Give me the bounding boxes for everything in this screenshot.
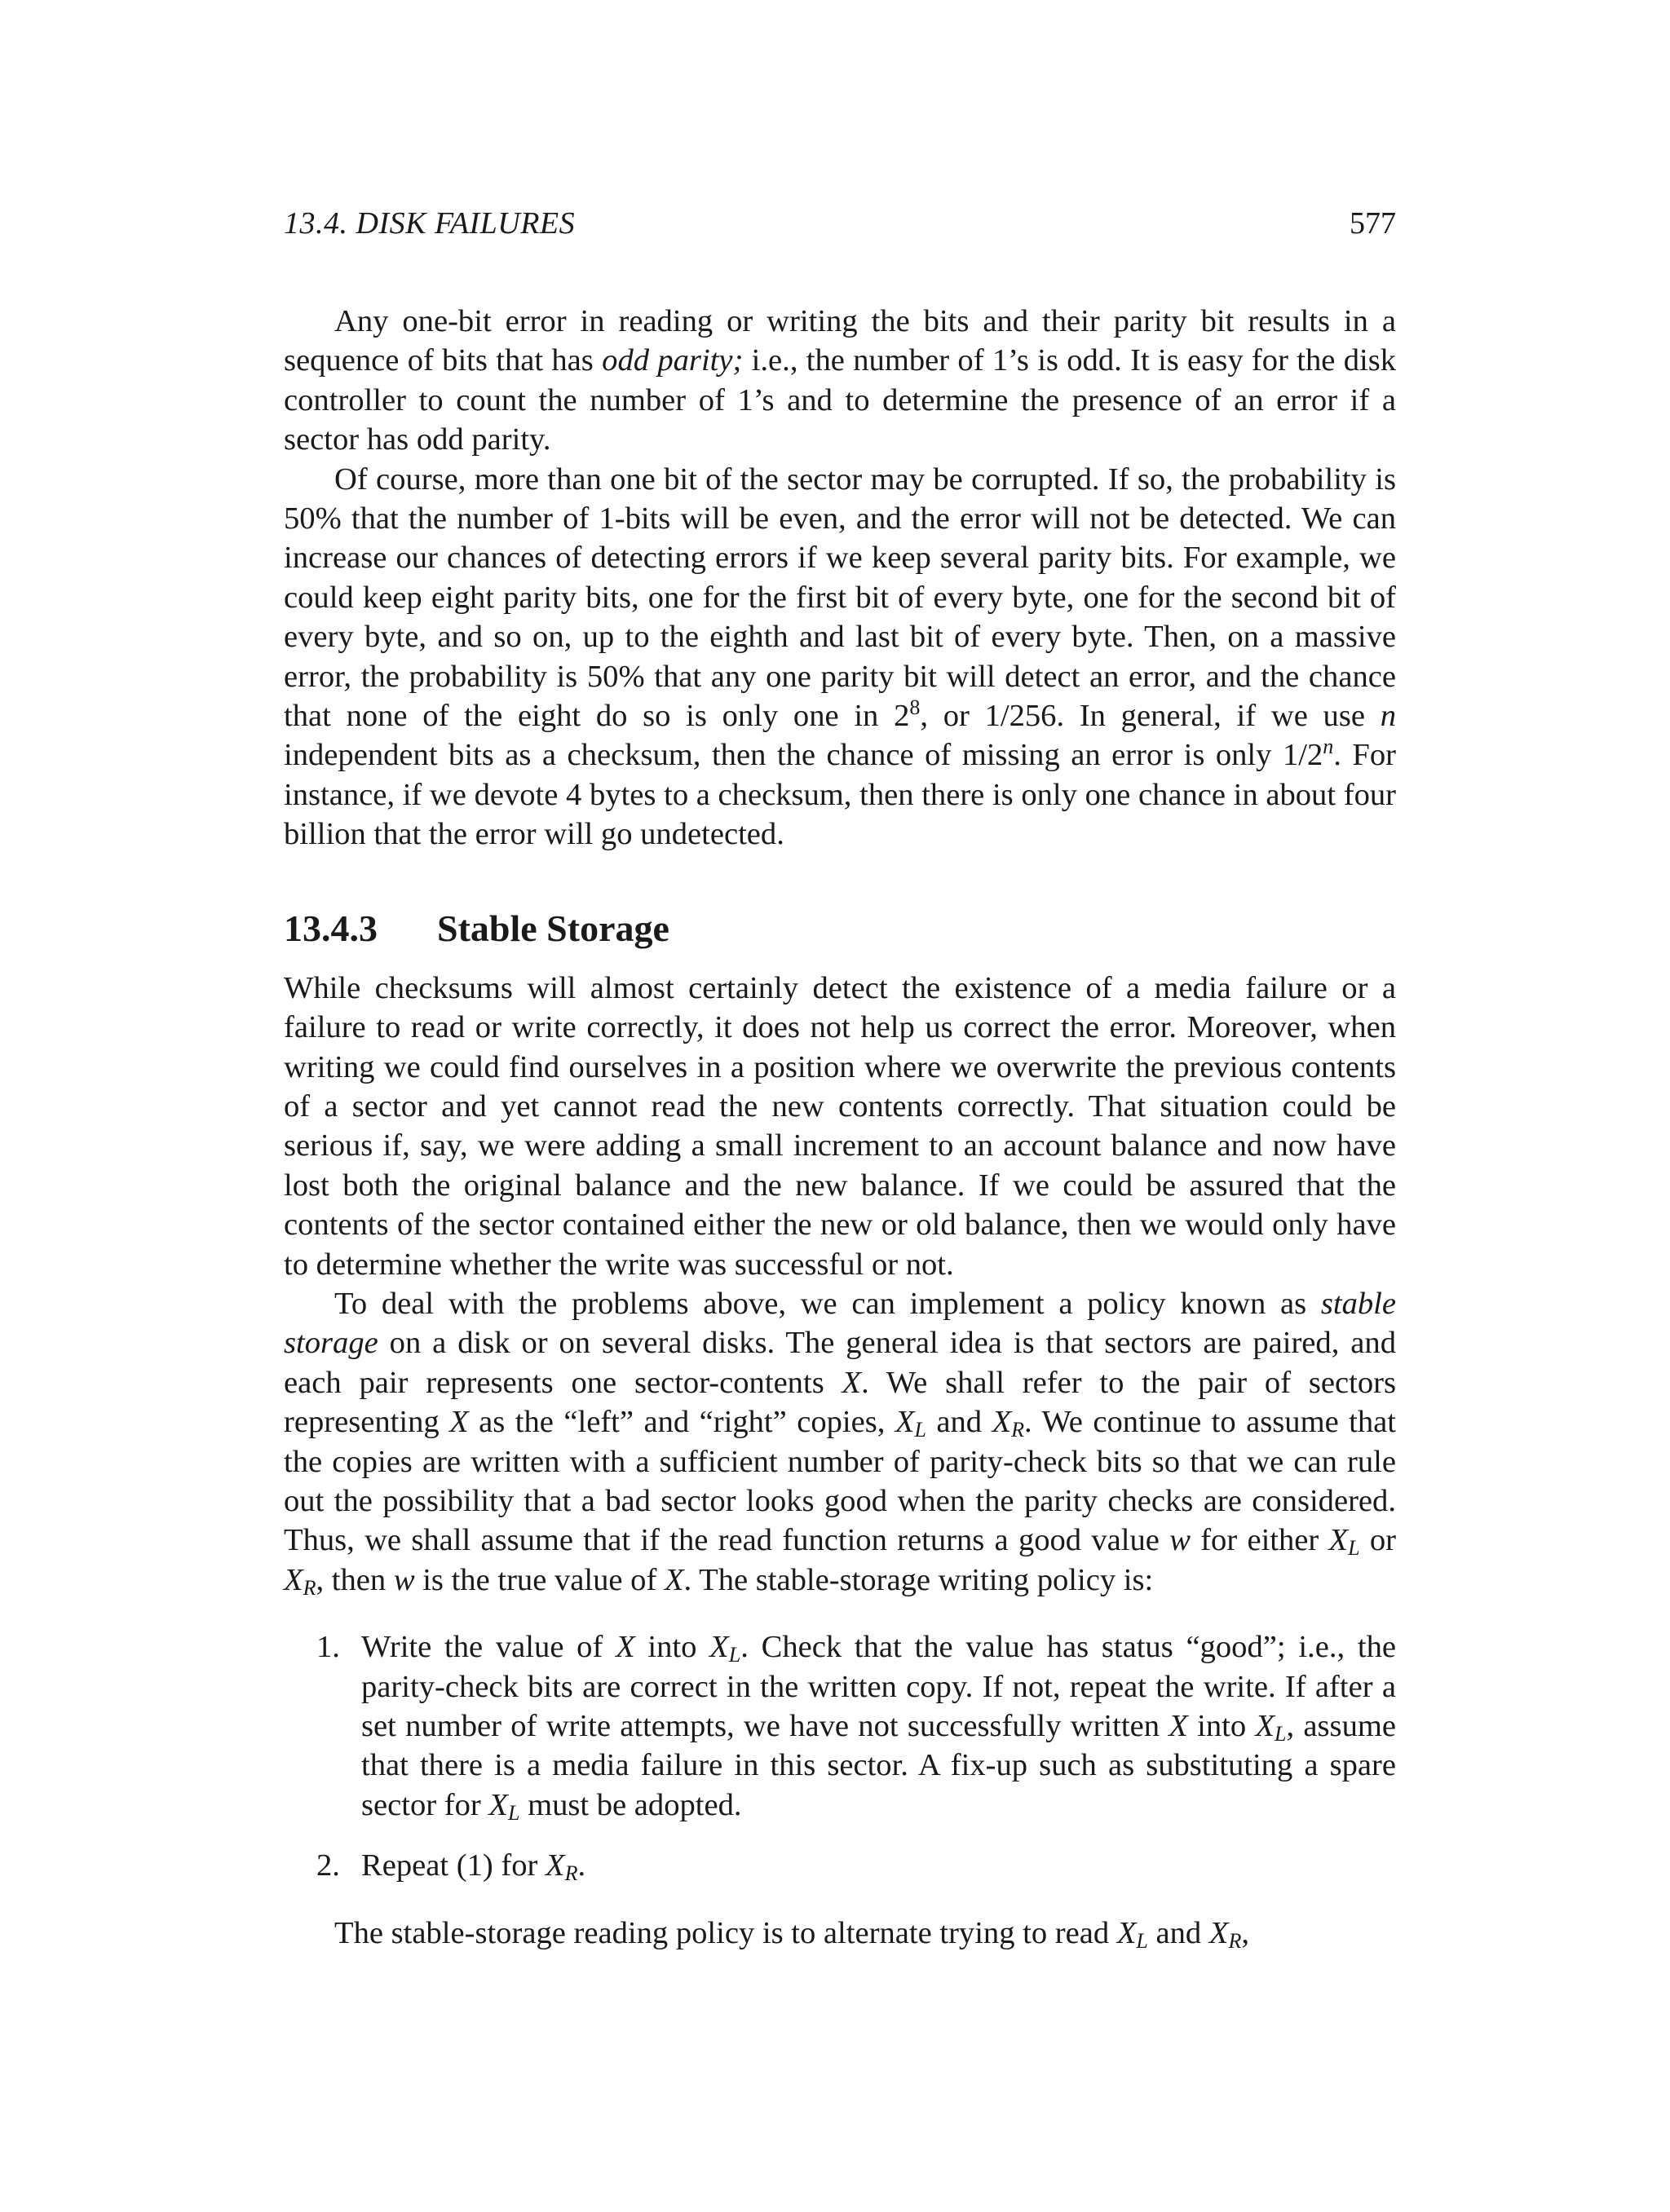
paragraph-multiple-parity-bits: Of course, more than one bit of the sector may be corrupted. If so, the probability is 50% that the number of 1-bits will be even, and the error will not be detected. We can increase our chances of detecting errors if we keep several parity bits. For example, we could keep eight parity bits, one for the first bit of every byte, one for the second bit of every byte, and so on, up to the eighth and last bit of every byte. Then, on a massive error, the probability is 50% that any one parity bit will detect an error, and the chance that none of the eight do so is only one in $2^8$, or 1/256. In general, if we use n independent bits as a checksum, then the chance of missing an error is only 1/2$^n$. For instance, if we devote 4 bytes to a checksum, then there is only one chance in about four billion that the error will go undetected.	[284, 461, 1396, 852]
paragraph-reading-policy: The stable-storage reading policy is to alternate trying to read $X_L$ and $X_R$,	[334, 1915, 1249, 1953]
list-item-number: 2.	[316, 1848, 340, 1883]
running-title: 13.4. DISK FAILURES	[284, 206, 576, 241]
paragraph-odd-parity: Any one-bit error in reading or writing the bits and their parity bit results in a sequence of bits that has odd parity; i.e., the number of 1’s is odd. It is easy for the disk controller to count the number of 1’s and to determine the presence of an error if a sector has odd parity.	[284, 304, 1397, 457]
paragraph-stable-storage-policy: To deal with the problems above, we can implement a policy known as stable storage on a disk or on several disks. The general idea is that sectors are paired, and each pair represents one sector-contents X. We shall refer to the pair of sectors representing X as the “left” and “right” copies, $X_L$ and $X_R$. We continue to assume that the copies are written with a sufficient number of parity-check bits so that we can rule out the possibility that a bad sector looks good when the parity checks are considered. Thus, we shall assume that if the read function returns a good value w for either $X_L$ or $X_R$, then w is the true value of X. The stable-storage writing policy is:	[284, 1286, 1397, 1600]
page-body	[284, 302, 1396, 1953]
paragraph-checksum-limits: While checksums will almost certainly detect the existence of a media failure or a failure to read or write correctly, it does not help us correct the error. Moreover, when writing we could find ourselves in a position where we overwrite the previous contents of a sector and yet cannot read the new contents correctly. That situation could be serious if, say, we were adding a small increment to an account balance and now have lost both the original balance and the new balance. If we could be assured that the contents of the sector contained either the new or old balance, then we would only have to determine whether the write was successful or not.	[284, 970, 1396, 1282]
list-item: 2. Repeat (1) for $X_R$.	[284, 1846, 1396, 1885]
list-item-number: 1.	[316, 1630, 340, 1665]
section-title: Stable Storage	[437, 907, 669, 949]
section-heading	[284, 905, 1396, 952]
page-number: 577	[1350, 206, 1396, 241]
writing-policy-list	[284, 1627, 1396, 1885]
page-header	[284, 205, 1396, 246]
list-item: 1. Write the value of X into $X_L$. Check that the value has status “good”; i.e., the parity-check bits are correct in the written copy. If not, repeat the write. If after a set number of write attempts, we have not successfully written X into $X_L$, assume that there is a media failure in this sector. A fix-up such as substituting a spare sector for $X_L$ must be adopted.	[284, 1627, 1396, 1825]
section-number: 13.4.3	[284, 907, 378, 949]
